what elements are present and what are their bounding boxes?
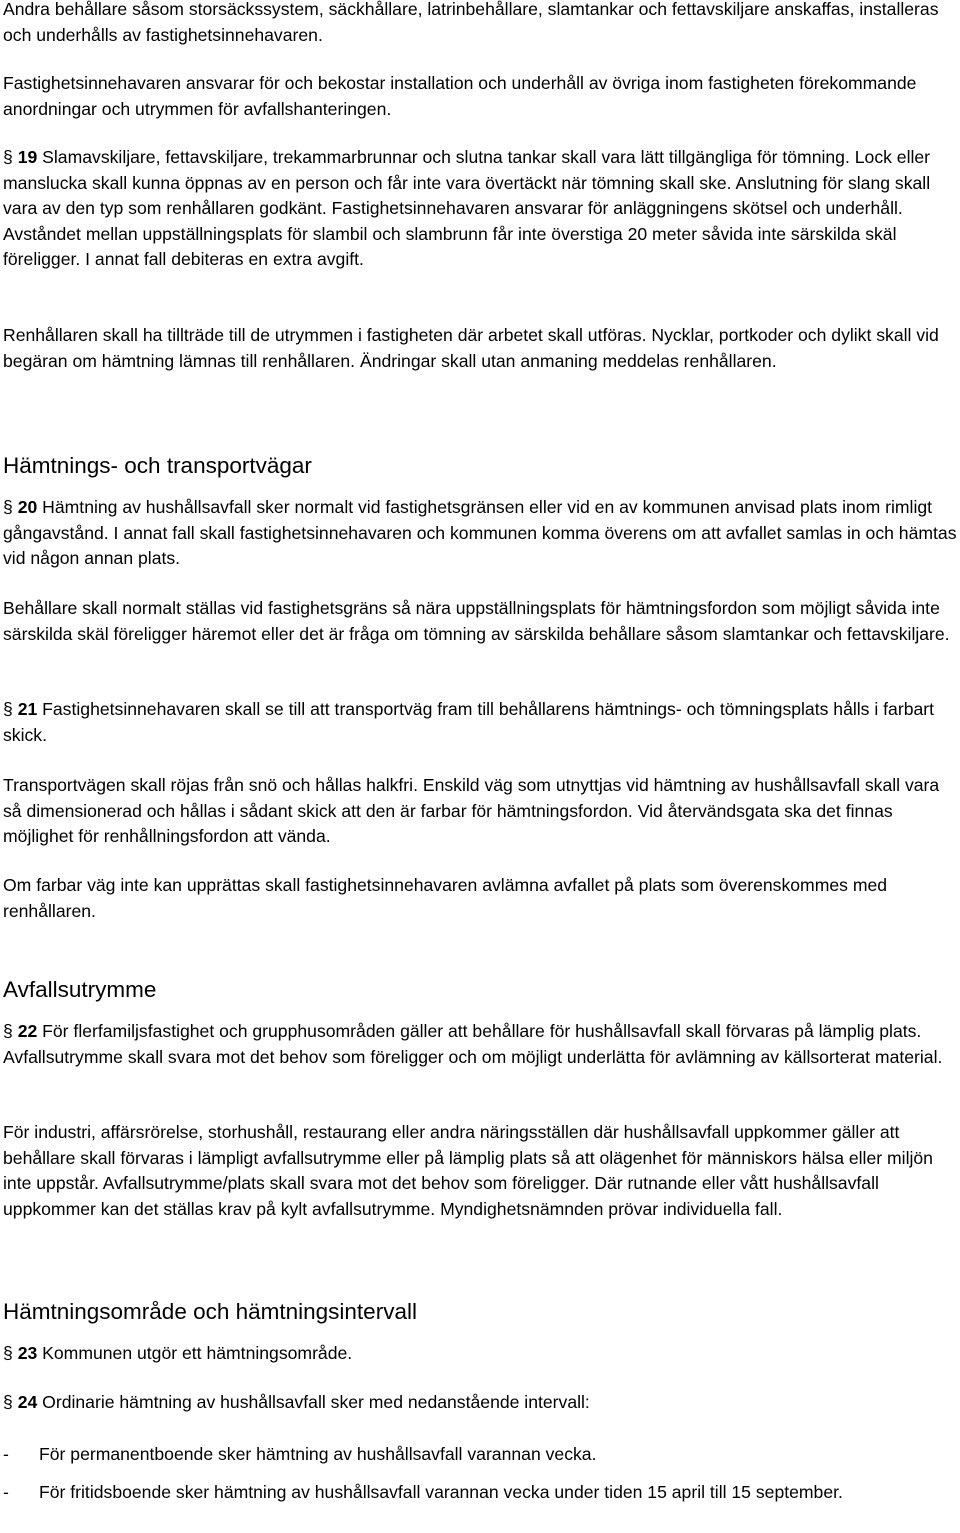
paragraph-containers: Andra behållare såsom storsäckssystem, säckhållare, latrinbehållare, slamtankar och fettavskiljare anskaffas, installeras och underhålls av fastighetsinnehavaren.: [3, 0, 939, 45]
section-mark: §: [3, 1343, 13, 1363]
paragraph-container-placement: Behållare skall normalt ställas vid fastighetsgräns så nära uppställningsplats för hämtningsfordon som möjligt såvida inte särskilda skäl föreligger häremot eller det är fråga om tömning av särskilda behållare såsom slamtankar och fettavskiljare.: [3, 598, 950, 644]
heading-transport-routes: Hämtnings- och transportvägar: [3, 453, 312, 478]
section-mark: §: [3, 1392, 13, 1412]
paragraph-industry: För industri, affärsrörelse, storhushåll, restaurang eller andra näringsställen där hushållsavfall uppkommer gäller att behållare skall förvaras i lämpligt avfallsutrymme eller på lämplig plats så att olägenhet för människors hälsa eller miljön inte uppstår. Avfallsutrymme/plats skall svara mot det behov som föreligger. Där rutnande eller vått hushållsavfall uppkommer kan det ställas krav på kylt avfallsutrymme. Myndighetsnämnden prövar individuella fall.: [3, 1122, 933, 1219]
section-text: Kommunen utgör ett hämtningsområde.: [37, 1343, 353, 1363]
section-number: 19: [17, 147, 38, 167]
section-text: Hämtning av hushållsavfall sker normalt vid fastighetsgränsen eller vid en av kommunen anvisad plats inom rimligt gångavstånd. I annat fall skall fastighetsinnehavaren och kommunen komma överens om att avfallet samlas in och hämtas vid någon annan plats.: [3, 497, 957, 568]
section-number: 21: [17, 699, 38, 719]
list-dash: -: [3, 1482, 9, 1502]
section-text: Ordinarie hämtning av hushållsavfall sker med nedanstående intervall:: [37, 1392, 590, 1412]
section-number: 24: [17, 1392, 38, 1412]
section-mark: §: [3, 147, 13, 167]
paragraph-access: Renhållaren skall ha tillträde till de utrymmen i fastigheten där arbetet skall utföras. Nycklar, portkoder och dylikt skall vid begäran om hämtning lämnas till renhållaren. Ändringar skall utan anmaning meddelas renhållaren.: [3, 325, 939, 371]
paragraph-no-passable-road: Om farbar väg inte kan upprättas skall fastighetsinnehavaren avlämna avfallet på plats som överenskommes med renhållaren.: [3, 875, 888, 921]
section-22: [3, 1019, 958, 1070]
section-number: 20: [17, 497, 38, 517]
paragraph-snow-clearing: Transportvägen skall röjas från snö och hållas halkfri. Enskild väg som utnyttjas vid hämtning av hushållsavfall skall vara så dimensionerad och hållas i sådant skick att den är farbar för hämtningsfordon. Vid återvändsgata ska det finnas möjlighet för renhållningsfordon att vända.: [3, 775, 940, 846]
section-number: 22: [17, 1021, 38, 1041]
paragraph-owner-responsibility: Fastighetsinnehavaren ansvarar för och bekostar installation och underhåll av övriga inom fastigheten förekommande anordningar och utrymmen för avfallshanteringen.: [3, 73, 917, 119]
section-text: Slamavskiljare, fettavskiljare, trekammarbrunnar och slutna tankar skall vara lätt tillgängliga för tömning. Lock eller manslucka skall kunna öppnas av en person och får inte vara övertäckt när tömning skall ske. Anslutning för slang skall vara av den typ som renhållaren godkänt. Fastighetsinnehavaren ansvarar för anläggningens skötsel och underhåll. Avståndet mellan uppställningsplats för slambil och slambrunn får inte överstiga 20 meter såvida inte särskilda skäl föreligger. I annat fall debiteras en extra avgift.: [3, 147, 931, 269]
section-mark: §: [3, 699, 13, 719]
list-item-text: För permanentboende sker hämtning av hushållsavfall varannan vecka.: [39, 1444, 597, 1464]
section-19: [3, 145, 958, 273]
heading-waste-storage: Avfallsutrymme: [3, 977, 157, 1002]
section-text: För flerfamiljsfastighet och grupphusområden gäller att behållare för hushållsavfall skall förvaras på lämplig plats. Avfallsutrymme skall svara mot det behov som föreligger och om möjligt underlätta för avlämning av källsorterat material.: [3, 1021, 943, 1067]
list-item-text: För fritidsboende sker hämtning av hushållsavfall varannan vecka under tiden 15 april till 15 september.: [39, 1482, 843, 1502]
section-number: 23: [17, 1343, 38, 1363]
section-mark: §: [3, 497, 13, 517]
list-dash: -: [3, 1444, 9, 1464]
section-20: [3, 495, 958, 572]
section-24: [3, 1390, 958, 1416]
heading-collection-area: Hämtningsområde och hämtningsintervall: [3, 1299, 417, 1324]
section-mark: §: [3, 1021, 13, 1041]
section-23: [3, 1341, 958, 1367]
section-text: Fastighetsinnehavaren skall se till att transportväg fram till behållarens hämtnings- och tömningsplats hålls i farbart skick.: [3, 699, 935, 745]
section-21: [3, 697, 958, 748]
